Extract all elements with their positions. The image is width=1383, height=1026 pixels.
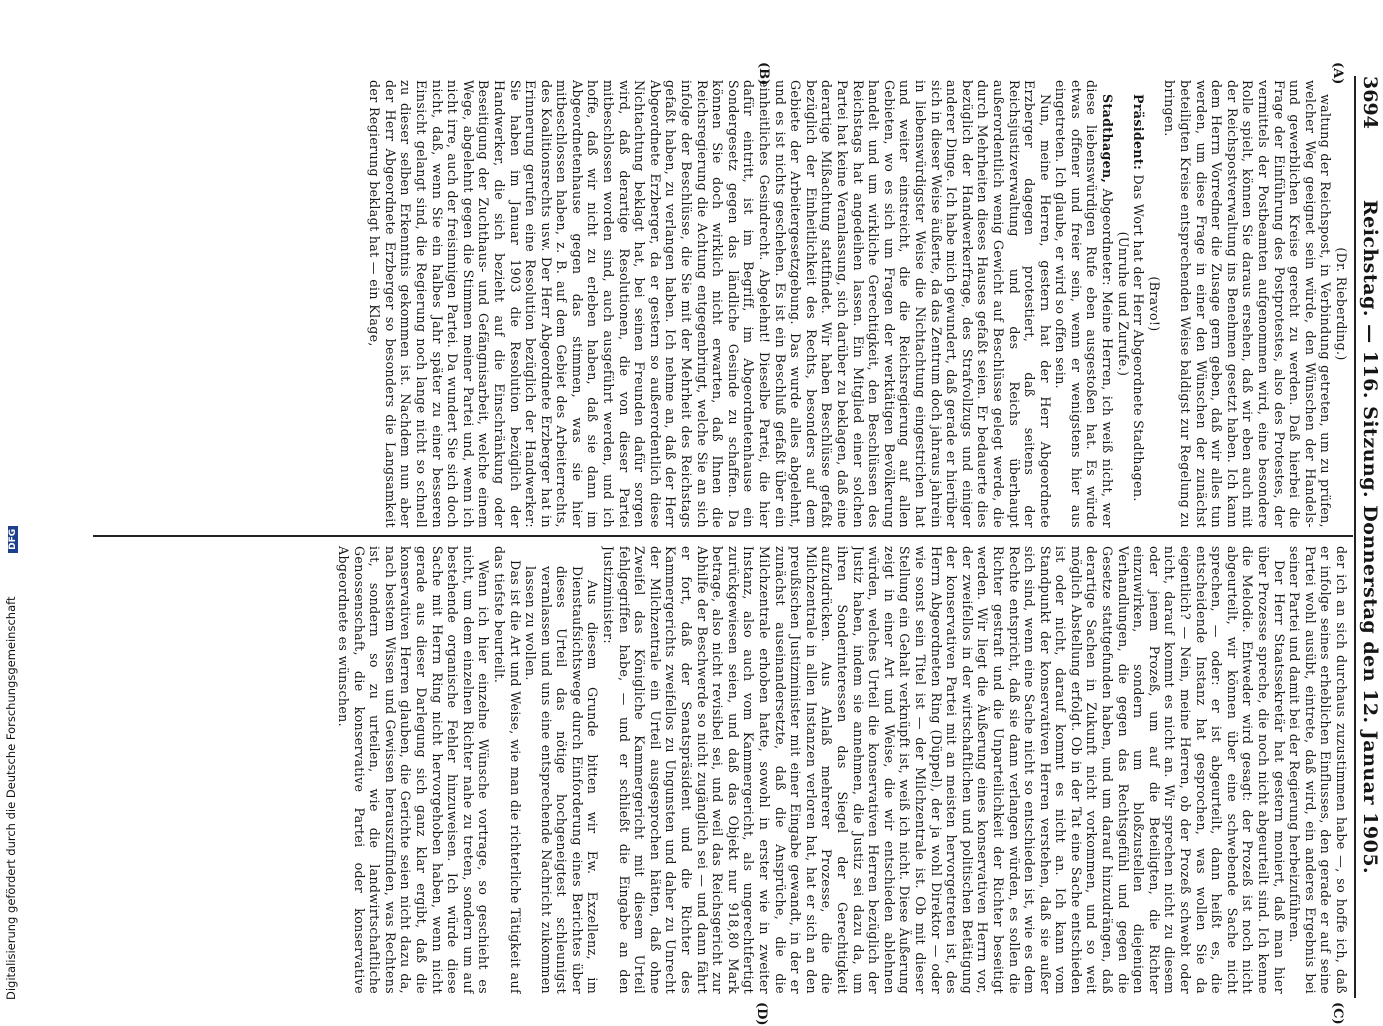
paragraph: Das ist die Art und Weise, wie man die richterliche Tätigkeit auf das tiefste beurteilt. bbox=[491, 546, 523, 994]
margin-marker-b: (B) bbox=[756, 62, 771, 86]
margin-marker-c: (C) bbox=[1330, 1002, 1345, 1025]
quotation: Aus diesem Grunde bitten wir Ew. Exzellenz, im Dienstaufsichtswege durch Einforderung eines Berichtes über dieses Urteil das nötige hochgeneigtest schleunigst veranlassen und uns eine entsprechende Nachricht zukommen lassen zu wollen. bbox=[523, 566, 601, 994]
paragraph: Der Herr Staatssekretär hat gestern moniert, daß man hier über Prozesse spreche, die noch nicht abgeurteilt sind. Ich kenne die Melodie. Entweder wird gesagt: der Prozeß ist noch nicht abgeurteilt, wir können über eine schwebende Sache nicht sprechen, — oder: er ist abgeurteilt, dann heißt es, die entscheidende Instanz hat gesprochen, was wollen Sie da eigentlich? — Nein, meine Herren, ob der Prozeß schwebt oder nicht, darauf kommt es nicht an. Wir sprechen nicht zu diesem oder jenem Prozeß, um auf die Beteiligten, die Richter einzuwirken, sondern um bloßzustellen diejenigen Verhandlungen, die gegen das Rechtsgefühl und gegen die Gesetze stattgefunden haben, und um darauf hinzudrängen, daß derartige Sachen in Zukunft nicht vorkommen, und so weit möglich Abstellung erfolgt. Ob in der Tat eine Sache entschieden ist oder nicht, darauf kommt es nicht an. Ich kann vom Standpunkt der konservativen Herren verstehen, daß sie außer sich sind, wenn eine Sache nicht so entschieden ist, wie es dem Rechte entspricht, daß sie dann verlangen würden, es sollen die Richter gestraft und die Unparteilichkeit der Richter beseitigt werden. Wir liegt die Äußerung eines konservativen Herrn vor, der zweifellos in der wirtschaftlichen und politischen Betätigung der konservativen Partei mit an meisten hervorgetreten ist, des Herrn Abgeordneten Ring (Düppel), der ja wohl Direktor — oder wie sonst sein Titel ist — der Milchzentrale ist. Ob mit dieser Stellung ein Gehalt verknüpft ist, weiß ich nicht. Diese Äußerung zeigt in einer Art und Weise, die wir entschieden ablehnen würden, welches Urteil die konservativen Herren bezüglich der Justiz haben, indem sie annehmen, die Justiz sei dazu da, um ihren Sonderinteressen das Siegel der Gerechtigkeit aufzudrücken. Aus Anlaß mehrerer Prozesse, die die Milchzentrale in allen Instanzen verloren hat, hat er sich an den preußischen Justizminister mit einer Eingabe gewandt, in der er zunächst auseinandersetzte, daß die Ansprüche, die die Milchzentrale erhoben hatte, sowohl in erster wie in zweiter Instanz, also auch vom Kammergericht, als ungerechtfertigt zurückgewiesen seien, und daß das Objekt nur 918,80 Mark betrage, also nicht revisibel sei, und weil das Reichsgericht zur Abhilfe der Beschwerde so nicht zugänglich sei — und dann fährt er fort, daß der Senatspräsident und die Richter des Kammergerichts zweifellos zu Ungunsten und daher zu Unrecht der Milchzentrale ein Urteil ausgesprochen hätten, daß ohne Zweifel das Königliche Kammergericht mit diesem Urteil fehlgegriffen habe, — und er schließt die Eingabe an den Justizminister: bbox=[601, 546, 1287, 994]
page-number: 3694 bbox=[1359, 76, 1381, 129]
paragraph: Wenn ich hier einzelne Wünsche vortrage, so geschieht es nicht, um dem einzelnen Richter nahe zu treten, sondern um auf bestehende organische Fehler hinzuweisen. Ich würde diese Sache mit Herrn Ring nicht hervorgehoben haben, wenn nicht gerade aus dieser Darlegung sich ganz klar ergibt, daß die konservativen Herren glauben, die Gerichte seien nicht dazu da, nach bestem Wissen und Gewissen herauszufinden, was Rechtens ist, sondern so zu urteilen, wie die landwirtschaftliche Genossenschaft, die konservative Partei oder konservative Abgeordnete es wünschen. bbox=[336, 546, 492, 994]
president-text: Das Wort hat der Herr Abgeordnete Stadthagen. bbox=[1131, 174, 1147, 502]
column-divider bbox=[93, 535, 1353, 537]
speaker-label: Stadthagen, bbox=[1100, 94, 1116, 184]
speech-text: Abgeordneter: Meine Herren, ich weiß nicht, wer diese liebenswürdigen Rufe eben ausgestoßen hat. Es würde etwas offener und freier sein, wenn er wenigstens hier aus eingetreten. Ich glaube, er wird so offen sein. bbox=[1053, 80, 1116, 528]
header-rule bbox=[1354, 76, 1356, 998]
president-paragraph bbox=[1131, 80, 1147, 528]
speaker-label: Präsident: bbox=[1131, 94, 1147, 171]
page-header bbox=[1355, 76, 1381, 998]
credit-text: Digitalisierung gefördert durch die Deutsche Forschungsgemeinschaft bbox=[4, 596, 18, 1000]
left-column bbox=[87, 80, 1349, 528]
interjection: (Unruhe und Zurufe.) bbox=[1115, 231, 1131, 377]
paragraph: der ich an sich durchaus zuzustimmen habe —, so hoffe ich, daß er infolge seines erheblichen Einflusses, den gerade er auf seine Partei wohl ausübt, eintrete, daß wird, ein anderes Ergebnis bei seiner Partei und damit bei der Regierung herbeizuführen. bbox=[1287, 546, 1349, 994]
paragraph: waltung der Reichspost, in Verbindung getreten, um zu prüfen, welcher Weg geeignet sein würde, den Wünschen der Handels- und gewerblichen Kreise gerecht zu werden. Daß hierbei die Frage der Einführung des Postprotestes, also des Protestes, der vermittels der Postbeamten aufgenommen wird, eine besondere Rolle spielt, können Sie daraus ersehen, daß wir eben auch mit der Reichspostverwaltung ins Benehmen gesetzt haben. Ich kann dem Herrn Vorredner die Zusage gern geben, daß wir alles tun werden, um diese Frage in einer den Wünschen der zunächst beteiligten Kreise entsprechenden Weise baldigst zur Regelung zu bringen. bbox=[1162, 80, 1334, 528]
margin-marker-a: (A) bbox=[1330, 62, 1345, 85]
right-column bbox=[87, 546, 1349, 994]
speaker-paragraph bbox=[1053, 80, 1115, 528]
margin-marker-d: (D) bbox=[754, 1002, 769, 1026]
interjection: (Bravo!) bbox=[1146, 276, 1162, 332]
speaker-reference: (Dr. Rieberding.) bbox=[1334, 247, 1349, 361]
running-title: Reichstag. — 116. Sitzung. Donnerstag den 12. Januar 1905. bbox=[1359, 199, 1381, 875]
dfg-logo: DFG bbox=[8, 526, 18, 553]
paragraph: Nun, meine Herren, gestern hat der Herr Abgeordnete Erzberger dagegen protestiert, daß seitens der Reichsjustizverwaltung und des Reichs überhaupt außerordentlich wenig Gewicht auf Beschlüsse gelegt werde, die durch Mehrheiten dieses Hauses gefaßt seien. Er bedauerte dies bezüglich der Handwerkerfrage, des Strafvollzugs und einiger anderer Dinge. Ich habe mich gewundert, daß gerade er hierüber sich in dieser Weise äußerte, da das Zentrum doch jahraus jahrein in liebenswürdigster Weise die Nichtachtung eingestrichen hat und weiter einstreicht, die die Reichsregierung auf allen Gebieten, wo es sich um Fragen der werktätigen Bevölkerung handelt und um wirkliche Gerechtigkeit, den Beschlüssen des Reichstags hat angedeihen lassen. Ein Mitglied einer solchen Partei hat keine Veranlassung, sich darüber zu beklagen, daß eine derartige Mißachtung stattfindet. Wir haben Beschlüsse gefaßt bezüglich der Einheitlichkeit des Rechts, besonders auf dem Gebiete der Arbeitergesetzgebung. Das wurde alles abgelehnt, und es ist nichts geschehen. Es ist ein Beschluß gefaßt über ein einheitliches Gesindrecht. Abgelehnt! Dieselbe Partei, die hier dafür eintritt, ist im Begriff, im Abgeordnetenhause ein Sondergesetz gegen das ländliche Gesinde zu schaffen. Da können Sie doch wirklich nicht erwarten, daß Ihnen die Reichsregierung die Achtung entgegenbringt, welche Sie an sich infolge der Beschlüsse, die Sie mit der Mehrheit des Reichstags gefaßt haben, zu verlangen haben. Ich nehme an, daß der Herr Abgeordnete Erzberger, da er gestern so außerordentlich diese Nichtachtung beklagt hat, bei seinen Freunden dafür sorgen wird, daß derartige Resolutionen, die von dieser Partei mitbeschlossen worden sind, auch ausgeführt werden, und ich hoffe, daß wir nicht zu erleben haben, daß sie dann im Abgeordnetenhause gegen das stimmen, was sie hier mitbeschlossen haben, z. B. auf dem Gebiet des Arbeiterrechts, des Koalitionsrechts usw. Der Herr Abgeordnete Erzberger hat in Erinnerung gerufen eine Resolution bezüglich der Handwerker: Sie haben im Januar 1903 die Resolution bezüglich der Handwerker, die sich bezieht auf die Einschränkung oder Beseitigung der Zuchthaus- und Gefängnisarbeit, welche einem Wege, abgelehnt gegen die Stimmen meiner Partei und, wenn ich nicht irre, auch der freisinnigen Partei. Da wundert Sie sich doch nicht, daß, wenn Sie ein halbes Jahr später zu einer besseren Einsicht gelangt sind, die Regierung noch lange nicht so schnell zu dieser selben Erkenntnis gekommen ist. Nachdem nun aber der Herr Abgeordnete Erzberger so besonders die Langsamkeit der Regierung beklagt hat — ein Klage, bbox=[367, 80, 1053, 528]
funding-credit bbox=[0, 0, 22, 1000]
scanned-page bbox=[83, 0, 1383, 1026]
